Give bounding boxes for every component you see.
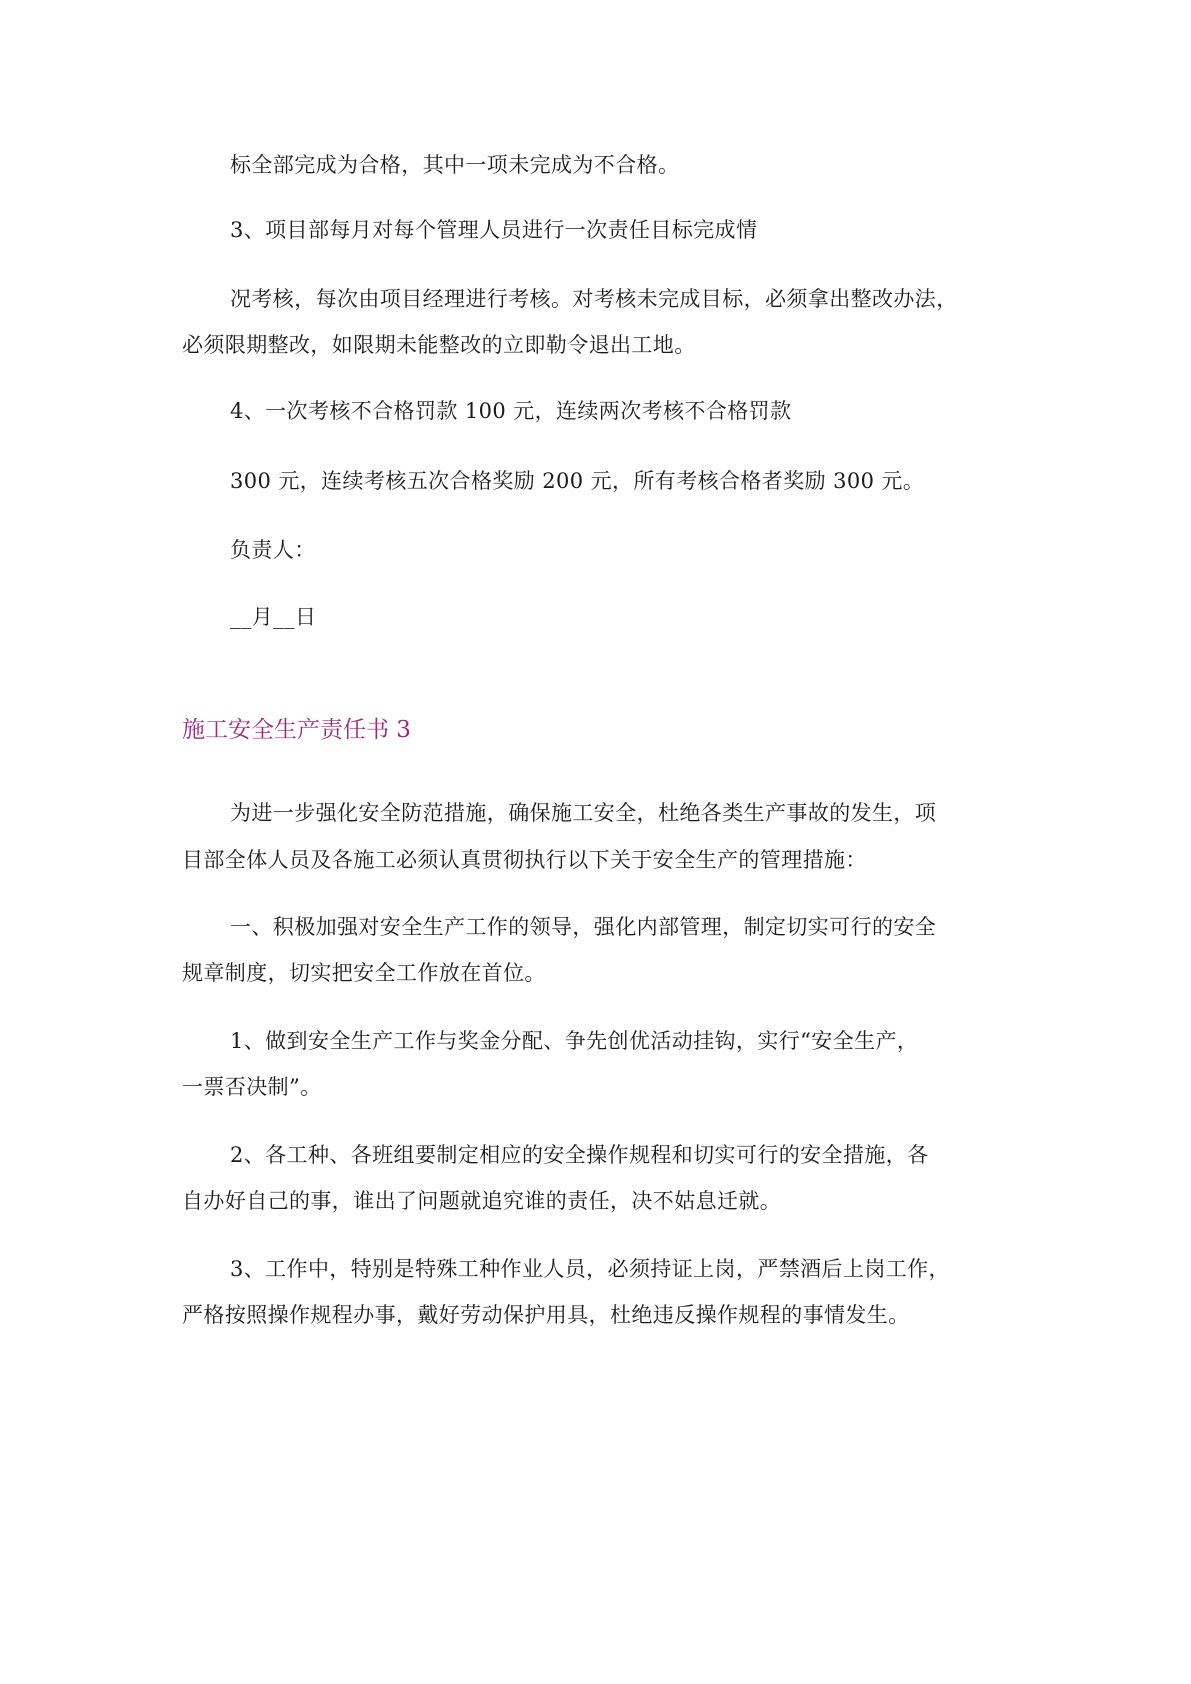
paragraph-assessment-detail-line2: 必须限期整改，如限期未能整改的立即勒令退出工地。: [182, 333, 696, 357]
item-3-line1: 3、工作中，特别是特殊工种作业人员，必须持证上岗，严禁酒后上岗工作，: [230, 1257, 950, 1281]
paragraph-penalty: 4、一次考核不合格罚款 100 元，连续两次考核不合格罚款: [230, 399, 792, 423]
item-a-line2: 规章制度，切实把安全工作放在首位。: [182, 961, 546, 985]
item-3-line2: 严格按照操作规程办事，戴好劳动保护用具，杜绝违反操作规程的事情发生。: [182, 1303, 910, 1327]
paragraph-monthly-assessment: 3、项目部每月对每个管理人员进行一次责任目标完成情: [230, 218, 758, 242]
paragraph-assessment-detail-line1: 况考核，每次由项目经理进行考核。对考核未完成目标，必须拿出整改办法，: [230, 287, 958, 311]
item-1-line2: 一票否决制”。: [182, 1075, 322, 1099]
intro-line1: 为进一步强化安全防范措施，确保施工安全，杜绝各类生产事故的发生，项: [230, 801, 937, 825]
item-2-line2: 自办好自己的事，谁出了问题就追究谁的责任，决不姑息迁就。: [182, 1189, 782, 1213]
section-heading: 施工安全生产责任书 3: [182, 717, 411, 743]
paragraph-reward: 300 元，连续考核五次合格奖励 200 元，所有考核合格者奖励 300 元。: [230, 469, 925, 493]
item-a-line1: 一、积极加强对安全生产工作的领导，强化内部管理，制定切实可行的安全: [230, 915, 937, 939]
item-1-line1: 1、做到安全生产工作与奖金分配、争先创优活动挂钩，实行“安全生产，: [230, 1029, 919, 1053]
signature-label: 负责人：: [230, 538, 316, 562]
item-2-line1: 2、各工种、各班组要制定相应的安全操作规程和切实可行的安全措施，各: [230, 1143, 929, 1167]
paragraph-pass-criteria: 标全部完成为合格，其中一项未完成为不合格。: [230, 153, 680, 177]
intro-line2: 目部全体人员及各施工必须认真贯彻执行以下关于安全生产的管理措施：: [182, 848, 867, 872]
date-line: __月__日: [230, 605, 317, 629]
